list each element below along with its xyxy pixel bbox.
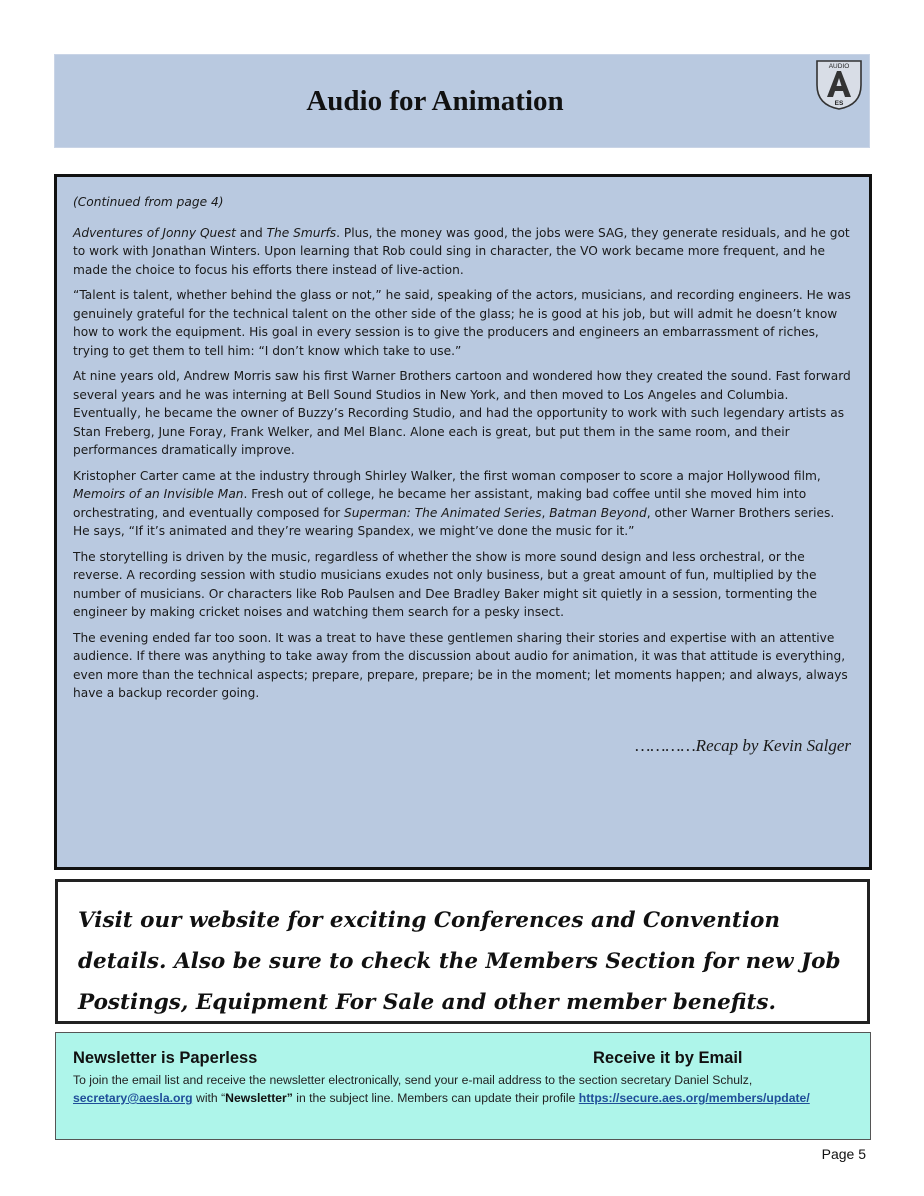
- logo-top-text: AUDIO: [828, 63, 850, 70]
- visit-website-box: [55, 879, 870, 1024]
- recap-byline: …………Recap by Kevin Salger: [635, 735, 851, 755]
- article-paragraph-4: [73, 467, 851, 541]
- article-paragraph-2: “Talent is talent, whether behind the glass or not,” he said, speaking of the actors, musicians, and recording engineers. He was genuinely grateful for the technical talent on the other side of the glass; he is good at his job, but will admit he doesn’t know how to work the equipment. His goal in every session is to give the producers and engineers an embarrassment of riches, trying to get them to tell him: “I don’t know which take to use.”: [73, 288, 851, 358]
- newsletter-body: [73, 1071, 856, 1107]
- p4-part-a: Kristopher Carter came at the industry through Shirley Walker, the first woman composer to score a major Hollywood film,: [73, 468, 821, 483]
- newsletter-box: [55, 1032, 871, 1140]
- secretary-email-link[interactable]: secretary@aesla.org: [73, 1091, 193, 1105]
- text-and: and: [235, 225, 267, 240]
- header-banner: [54, 54, 870, 148]
- p4-part-d: , other Warner Brothers series. He says, “If it’s animated and they’re wearing Spandex, we might’ve done the music for it.”: [73, 505, 835, 538]
- title-superman: Superman: The Animated Series: [343, 505, 542, 520]
- page-title: Audio for Animation: [306, 85, 564, 117]
- logo-bottom-text: ES: [834, 100, 844, 107]
- newsletter-keyword: Newsletter”: [225, 1091, 293, 1105]
- newsletter-text-c: in the subject line. Members can update their profile: [292, 1091, 579, 1105]
- page-number: Page 5: [821, 1146, 866, 1162]
- p4-part-c: ,: [541, 505, 550, 520]
- title-smurfs: The Smurfs: [266, 225, 337, 240]
- paragraph-1-rest: . Plus, the money was good, the jobs were SAG, they generate residuals, and he got to work with Jonathan Winters. Upon learning that Rob could sing in character, the VO work became more frequent, and he made the choice to focus his efforts there instead of live-action.: [73, 225, 850, 277]
- continued-note: (Continued from page 4): [73, 195, 224, 209]
- title-batman-beyond: Batman Beyond: [549, 505, 647, 520]
- article-paragraph-5: The storytelling is driven by the music, regardless of whether the show is more sound design and less orchestral, or the reverse. A recording session with studio musicians exudes not only business, but a great amount of fun, multiplied by the number of musicians. Or characters like Rob Paulsen and Dee Bradley Baker might sit quietly in a session, tormenting the engineer by making cricket noises and watching them search for a pesky insect.: [73, 549, 818, 619]
- title-memoirs: Memoirs of an Invisible Man: [73, 487, 244, 501]
- newsletter-text-a: To join the email list and receive the newsletter electronically, send your e-mail address to the section secretary Daniel Schulz,: [73, 1073, 753, 1087]
- article-paragraph-3: At nine years old, Andrew Morris saw his first Warner Brothers cartoon and wondered how they created the sound. Fast forward several years and he was interning at Bell Sound Studios in New York, and then moved to Los Angeles and Columbia. Eventually, he became the owner of Buzzy’s Recording Studio, and had the opportunity to work with such legendary artists as Stan Freberg, June Foray, Frank Welker, and Mel Blanc. Alone each is great, but put them in the same room, and their performances dramatically improve.: [73, 369, 851, 457]
- title-jonny-quest: Adventures of Jonny Quest: [73, 225, 236, 240]
- article-paragraph-1: [73, 224, 851, 280]
- newsletter-text-b: with “: [192, 1091, 226, 1105]
- receive-email-title: Receive it by Email: [593, 1049, 743, 1067]
- newsletter-header: [73, 1049, 856, 1071]
- visit-text: Visit our website for exciting Conferences and Convention details. Also be sure to check the Members Section for new Job Postings, Equipment For Sale and other member benefits.: [78, 908, 841, 1015]
- article-paragraph-6: The evening ended far too soon. It was a treat to have these gentlemen sharing their stories and expertise with an attentive audience. If there was anything to take away from the discussion about audio for animation, it was that attitude is everything, even more than the technical aspects; prepare, prepare, prepare; be in the moment; let moments happen; and always, always have a backup recorder going.: [73, 630, 848, 700]
- aes-logo-icon: [813, 57, 865, 111]
- profile-update-link[interactable]: https://secure.aes.org/members/update/: [578, 1091, 810, 1105]
- newsletter-title: Newsletter is Paperless: [73, 1049, 258, 1067]
- p4-part-b: . Fresh out of college, he became her assistant, making bad coffee until she moved him into orchestrating, and eventually composed for: [73, 487, 807, 520]
- article-box: [54, 174, 872, 870]
